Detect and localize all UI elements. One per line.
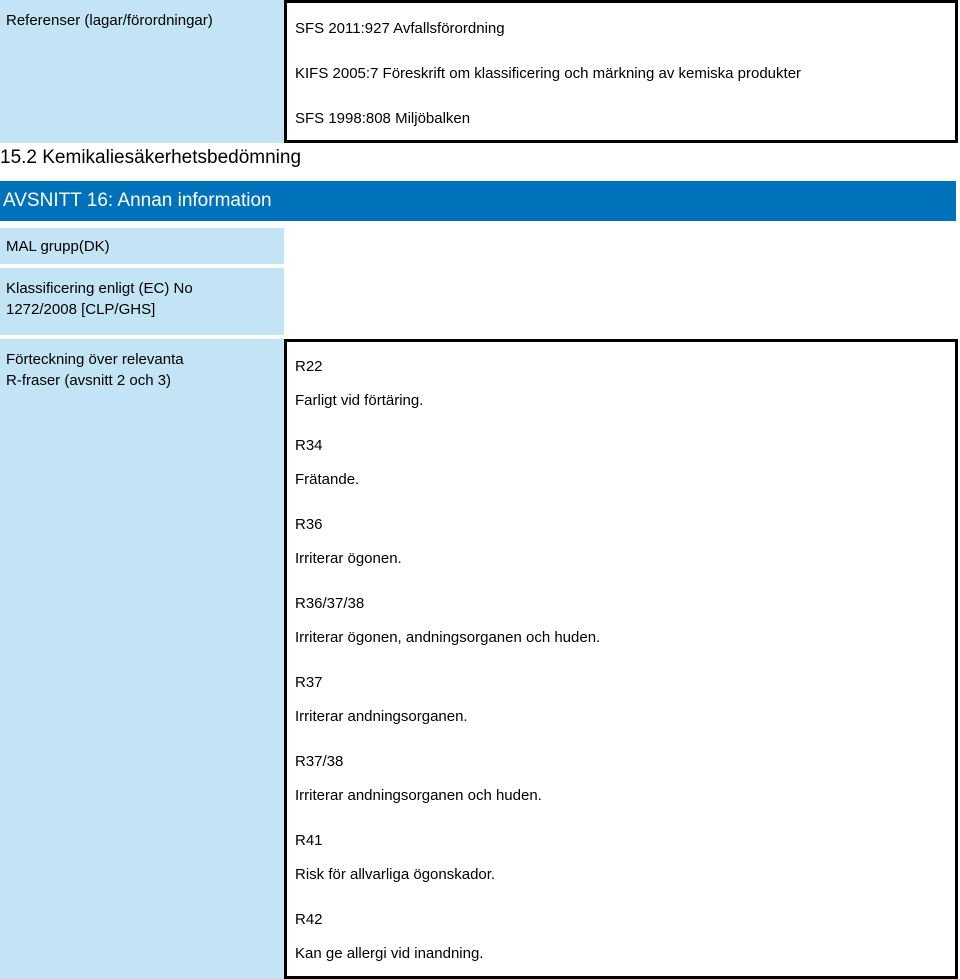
mal-group-label	[0, 228, 284, 264]
r-phrase-code: R37/38	[295, 753, 344, 770]
section-16-banner: AVSNITT 16: Annan information	[0, 181, 956, 221]
reference-item: KIFS 2005:7 Föreskrift om klassificering och märkning av kemiska produkter	[295, 65, 802, 82]
section-15-2-heading: 15.2 Kemikaliesäkerhetsbedömning	[0, 147, 302, 168]
r-phrase-code: R36	[295, 516, 323, 533]
reference-item: SFS 2011:927 Avfallsförordning	[295, 20, 505, 37]
references-value-box	[284, 0, 958, 143]
mal-group-label-text: MAL grupp(DK)	[6, 238, 110, 255]
r-phrases-value-box	[284, 339, 958, 979]
references-label-text: Referenser (lagar/förordningar)	[6, 12, 213, 29]
r-phrase-text: Irriterar ögonen.	[295, 550, 402, 567]
r-phrase-code: R36/37/38	[295, 595, 365, 612]
classification-label	[0, 268, 284, 335]
r-phrase-text: Risk för allvarliga ögonskador.	[295, 866, 496, 883]
r-phrase-code: R34	[295, 437, 323, 454]
r-phrase-text: Frätande.	[295, 471, 360, 488]
r-phrase-text: Kan ge allergi vid inandning.	[295, 945, 484, 962]
r-phrases-label	[0, 339, 284, 979]
classification-label-line: Klassificering enligt (EC) No	[6, 280, 193, 297]
r-phrases-label-line: R-fraser (avsnitt 2 och 3)	[6, 372, 172, 389]
r-phrases-label-line: Förteckning över relevanta	[6, 351, 184, 368]
reference-item: SFS 1998:808 Miljöbalken	[295, 110, 471, 127]
r-phrase-code: R42	[295, 911, 323, 928]
references-label	[0, 0, 284, 143]
classification-label-line: 1272/2008 [CLP/GHS]	[6, 301, 156, 318]
r-phrase-text: Farligt vid förtäring.	[295, 392, 424, 409]
r-phrase-code: R37	[295, 674, 323, 691]
r-phrase-code: R22	[295, 358, 323, 375]
r-phrase-code: R41	[295, 832, 323, 849]
r-phrase-text: Irriterar andningsorganen.	[295, 708, 468, 725]
r-phrase-text: Irriterar andningsorganen och huden.	[295, 787, 542, 804]
r-phrase-text: Irriterar ögonen, andningsorganen och huden.	[295, 629, 601, 646]
